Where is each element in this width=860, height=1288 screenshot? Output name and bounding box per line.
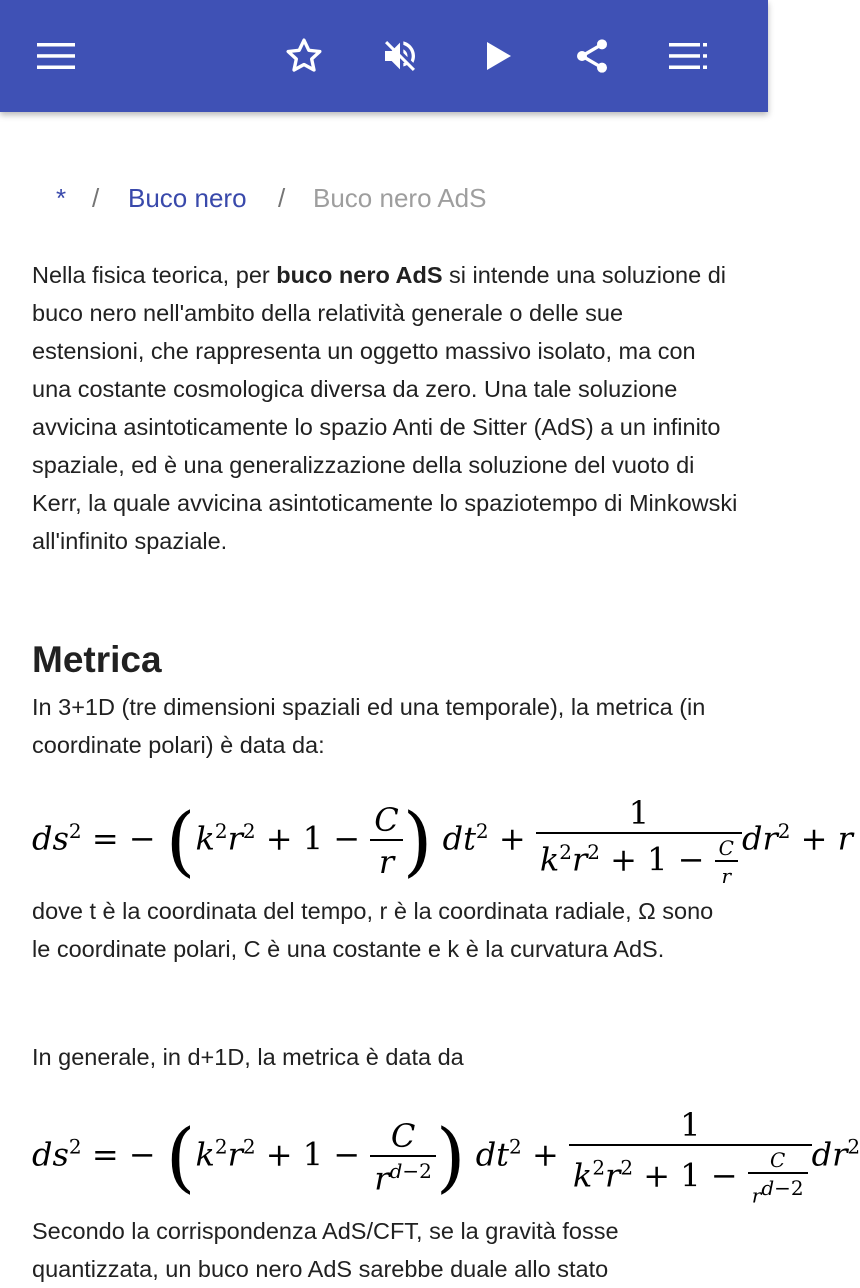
playlist-icon bbox=[669, 42, 707, 70]
cft-paragraph: Secondo la corrispondenza AdS/CFT, se la gravità fosse quantizzata, un buco nero AdS sarebbe duale allo stato bbox=[32, 1218, 619, 1282]
section-title: Metrica bbox=[32, 639, 162, 680]
app-bar bbox=[0, 0, 768, 112]
breadcrumb-separator: / bbox=[92, 183, 100, 213]
intro-paragraph: Nella fisica teorica, per buco nero AdS si intende una soluzione di buco nero nell'ambito della relatività generale o delle sue estensioni, che rappresenta un oggetto massivo isolato, ma con una costante cosmologica diversa da zero. Una tale soluzione avvicina asintoticamente lo spazio Anti de Sitter (AdS) a un infinito spaziale, ed è una generalizzazione della soluzione del vuoto di Kerr, la quale avvicina asintoticamente lo spaziotempo di Minkowski all'infinito spaziale. bbox=[32, 262, 738, 554]
contents-button[interactable] bbox=[660, 28, 716, 84]
breadcrumb-home-link[interactable]: * bbox=[56, 183, 67, 213]
star-icon bbox=[284, 36, 324, 76]
mute-button[interactable] bbox=[372, 28, 428, 84]
breadcrumb-current: Buco nero AdS bbox=[313, 183, 487, 213]
share-button[interactable] bbox=[564, 28, 620, 84]
metric-formula-3d: $ds^2$ = − ($k^2r^2 + 1$ − $\frac{C}{r}$ ) $dt^2$ + 1 $k^2r^2 + 1$ − $\frac{C}{r}$ $dr^2 + r$ bbox=[32, 794, 853, 888]
share-icon bbox=[572, 36, 612, 76]
bookmark-button[interactable] bbox=[276, 28, 332, 84]
metric-formula-general: $ds^2$ = − ($k^2r^2 + 1$ − $\frac{C}{r^{d-2}}$ ) $dt^2$ + 1 $k^2r^2 + 1$ − $\frac{C}{r^{d-2}}$ $dr^2$ bbox=[32, 1106, 860, 1208]
volume-off-icon bbox=[380, 36, 420, 76]
menu-icon bbox=[37, 42, 75, 70]
term-bold: buco nero AdS bbox=[276, 262, 443, 288]
play-button[interactable] bbox=[470, 28, 526, 84]
menu-button[interactable] bbox=[28, 28, 84, 84]
breadcrumb-separator: / bbox=[278, 183, 286, 213]
breadcrumb-parent-link[interactable]: Buco nero bbox=[128, 183, 247, 213]
general-intro-paragraph: In generale, in d+1D, la metrica è data da bbox=[32, 1044, 464, 1070]
metric-intro-paragraph: In 3+1D (tre dimensioni spaziali ed una temporale), la metrica (in coordinate polari) è data da: bbox=[32, 694, 706, 758]
play-icon bbox=[483, 40, 513, 72]
metric-explanation-paragraph: dove t è la coordinata del tempo, r è la coordinata radiale, Ω sono le coordinate polari, C è una costante e k è la curvatura AdS. bbox=[32, 898, 714, 962]
